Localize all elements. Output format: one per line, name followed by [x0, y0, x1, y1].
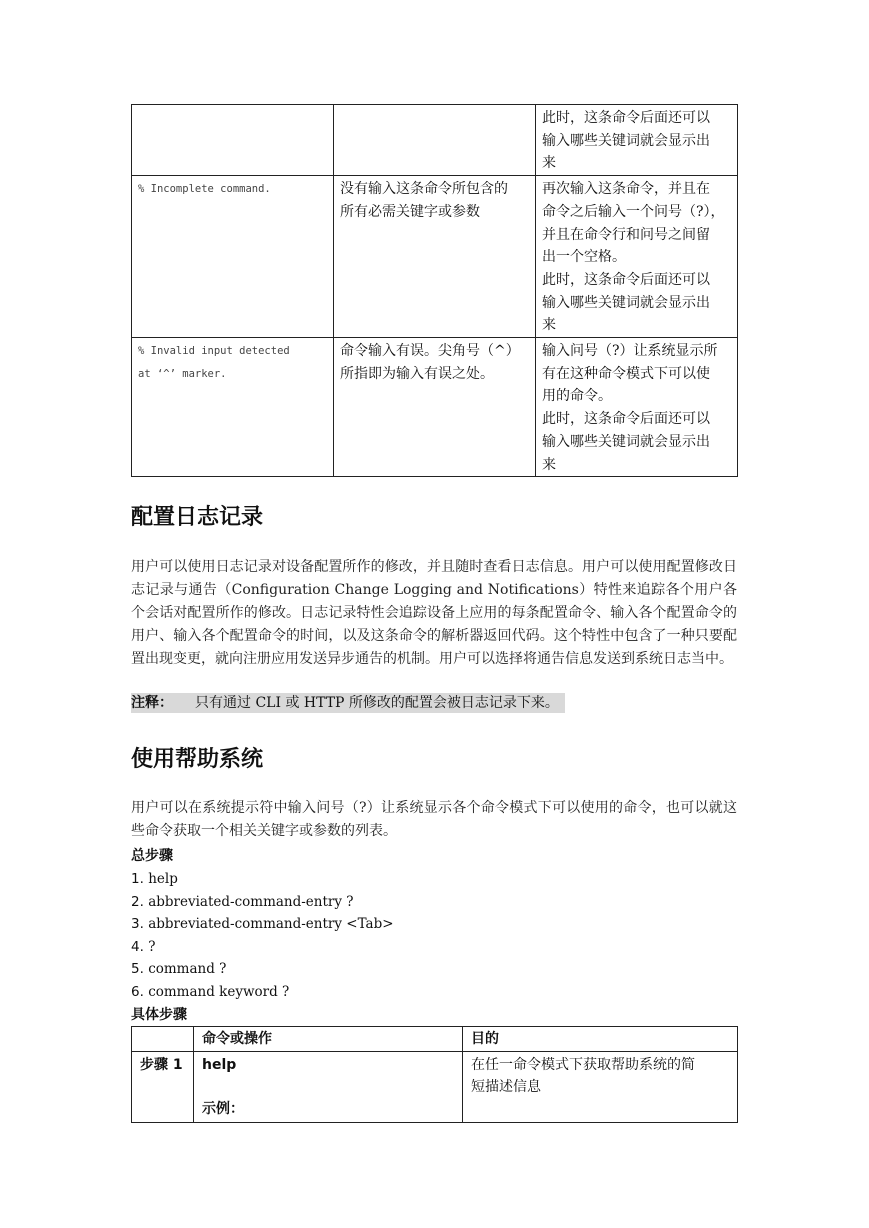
table-row [132, 105, 738, 176]
header-cell: 命令或操作 [194, 1027, 463, 1052]
summary-steps-label: 总步骤 [131, 848, 173, 864]
error-message-table [131, 104, 738, 477]
meaning-line: 所有必需关键字或参数 [340, 203, 480, 220]
help-line: 输入问号（?）让系统显示所 [542, 343, 718, 360]
detailed-steps-label: 具体步骤 [131, 1007, 187, 1023]
note-box [131, 693, 565, 713]
example-label: 示例： [202, 1101, 244, 1117]
help-line: 此时，这条命令后面还可以 [542, 110, 710, 126]
help-line: 此时，这条命令后面还可以 [542, 411, 710, 428]
meaning-cell [334, 176, 536, 338]
help-paragraph: 用户可以在系统提示符中输入问号（?）让系统显示各个命令模式下可以使用的命令，也可以就这些命令获取一个相关关键字或参数的列表。 [131, 800, 737, 839]
meaning-cell [334, 338, 536, 477]
list-item: 2. abbreviated-command-entry ? [131, 893, 354, 910]
help-line: 用的命令。 [542, 388, 612, 405]
header-cell [132, 1027, 194, 1052]
help-line: 来 [542, 456, 556, 473]
purpose-line: 短描述信息 [471, 1079, 541, 1095]
help-line: 命令之后输入一个问号（?）， [542, 203, 725, 220]
purpose-line: 在任一命令模式下获取帮助系统的简 [471, 1057, 695, 1073]
summary-step-list [131, 868, 731, 1004]
help-line: 有在这种命令模式下可以使 [542, 365, 710, 382]
header-cell: 目的 [463, 1027, 738, 1052]
help-line: 输入哪些关键词就会显示出 [542, 294, 710, 311]
meaning-line: 没有输入这条命令所包含的 [340, 181, 508, 198]
table-row [132, 176, 738, 338]
meaning-line: 所指即为输入有误之处。 [340, 365, 494, 382]
command-cell [194, 1052, 463, 1123]
command-text: help [202, 1057, 237, 1073]
list-item: 5. command ? [131, 961, 227, 978]
message-line: at ‘^’ marker. [138, 368, 227, 381]
help-line: 输入哪些关键词就会显示出 [542, 132, 710, 149]
message-cell: % Incomplete command. [132, 176, 334, 338]
note-text: 只有通过 CLI 或 HTTP 所修改的配置会被日志记录下来。 [195, 695, 559, 711]
meaning-cell [334, 105, 536, 176]
section-title-logging: 配置日志记录 [131, 505, 264, 530]
table-header-row [132, 1027, 738, 1052]
note-label: 注释： [131, 695, 173, 711]
table-row [132, 1052, 738, 1123]
purpose-cell [463, 1052, 738, 1123]
help-line: 输入哪些关键词就会显示出 [542, 433, 710, 450]
help-line: 来 [542, 317, 556, 334]
list-item: 4. ? [131, 938, 156, 955]
help-cell [536, 105, 738, 176]
section-title-help: 使用帮助系统 [131, 747, 264, 772]
help-line: 来 [542, 155, 556, 172]
list-item: 1. help [131, 871, 178, 887]
help-line: 并且在命令行和问号之间留 [542, 226, 710, 243]
help-line: 再次输入这条命令，并且在 [542, 181, 710, 198]
message-line: % Invalid input detected [138, 345, 290, 358]
message-cell [132, 105, 334, 176]
help-line: 出一个空格。 [542, 249, 626, 266]
logging-paragraph: 用户可以使用日志记录对设备配置所作的修改，并且随时查看日志信息。用户可以使用配置修改日志记录与通告（Configuration Change Logging and Notifications）特性来追踪各个用户各个会话对配置所作的修改。日志记录特性会追踪设备上应用的每条配置命令、输入各个配置命令的用户、输入各个配置命令的时间，以及这条命令的解析器返回代码。这个特性中包含了一种只要配置出现变更，就向注册应用发送异步通告的机制。用户可以选择将通告信息发送到系统日志当中。 [131, 559, 737, 667]
message-cell [132, 338, 334, 477]
help-line: 此时，这条命令后面还可以 [542, 271, 710, 288]
list-item: 6. command keyword ? [131, 983, 290, 1000]
procedure-table [131, 1026, 738, 1123]
step-label: 步骤 1 [132, 1052, 194, 1123]
table-row [132, 338, 738, 477]
list-item: 3. abbreviated-command-entry <Tab> [131, 916, 394, 933]
help-cell [536, 176, 738, 338]
help-cell [536, 338, 738, 477]
meaning-line: 命令输入有误。尖角号（^） [340, 343, 520, 360]
